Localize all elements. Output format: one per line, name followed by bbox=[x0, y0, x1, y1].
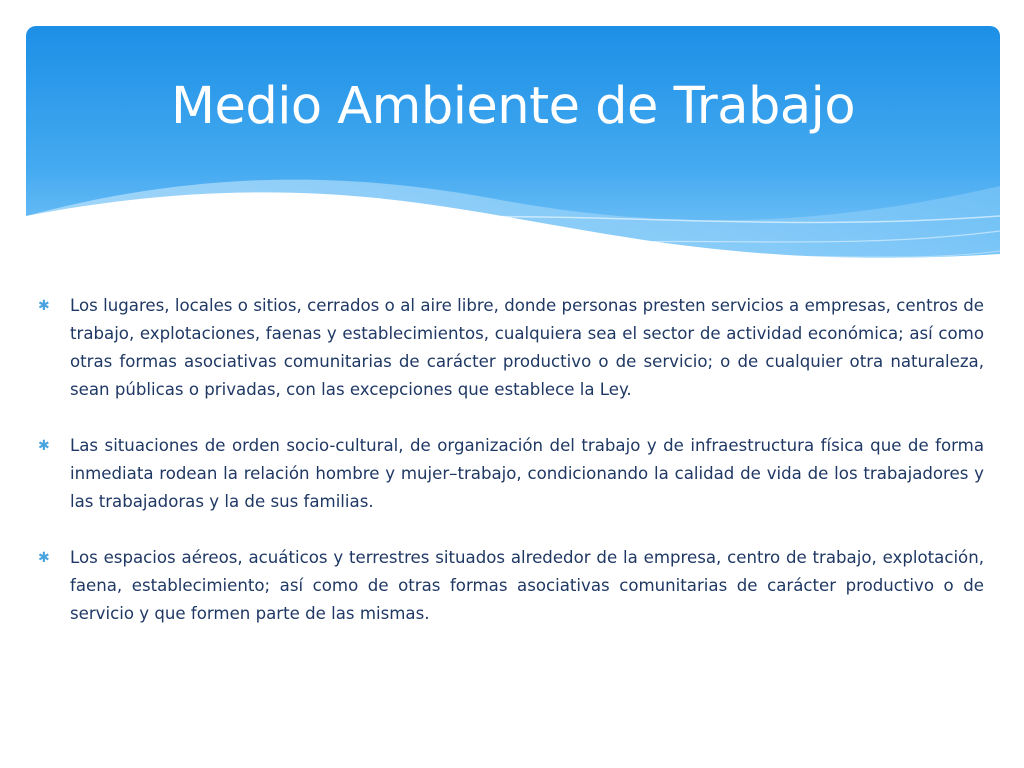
asterisk-icon: ✱ bbox=[38, 298, 50, 314]
bullet-text: Los lugares, locales o sitios, cerrados o al aire libre, donde personas presten servicios a empresas, centros de trabajo, explotaciones, faenas y establecimientos, cualquiera sea el sector de actividad económica; así como otras formas asociativas comunitarias de carácter productivo o de servicio; o de cualquier otra naturaleza, sean públicas o privadas, con las excepciones que establece la Ley. bbox=[70, 296, 984, 399]
list-item bbox=[38, 292, 984, 404]
bullet-list bbox=[38, 292, 984, 656]
bullet-text: Los espacios aéreos, acuáticos y terrestres situados alrededor de la empresa, centro de trabajo, explotación, faena, establecimiento; así como de otras formas asociativas comunitarias de carácter productivo o de servicio y que formen parte de las mismas. bbox=[70, 548, 984, 623]
list-item bbox=[38, 544, 984, 628]
asterisk-icon: ✱ bbox=[38, 438, 50, 454]
slide-title: Medio Ambiente de Trabajo bbox=[170, 77, 856, 136]
header-banner bbox=[26, 26, 1000, 286]
asterisk-icon: ✱ bbox=[38, 550, 50, 566]
bullet-text: Las situaciones de orden socio-cultural, de organización del trabajo y de infraestructura física que de forma inmediata rodean la relación hombre y mujer–trabajo, condicionando la calidad de vida de los trabajadores y las trabajadoras y la de sus familias. bbox=[70, 436, 984, 511]
list-item bbox=[38, 432, 984, 516]
wave-background bbox=[26, 26, 1000, 286]
